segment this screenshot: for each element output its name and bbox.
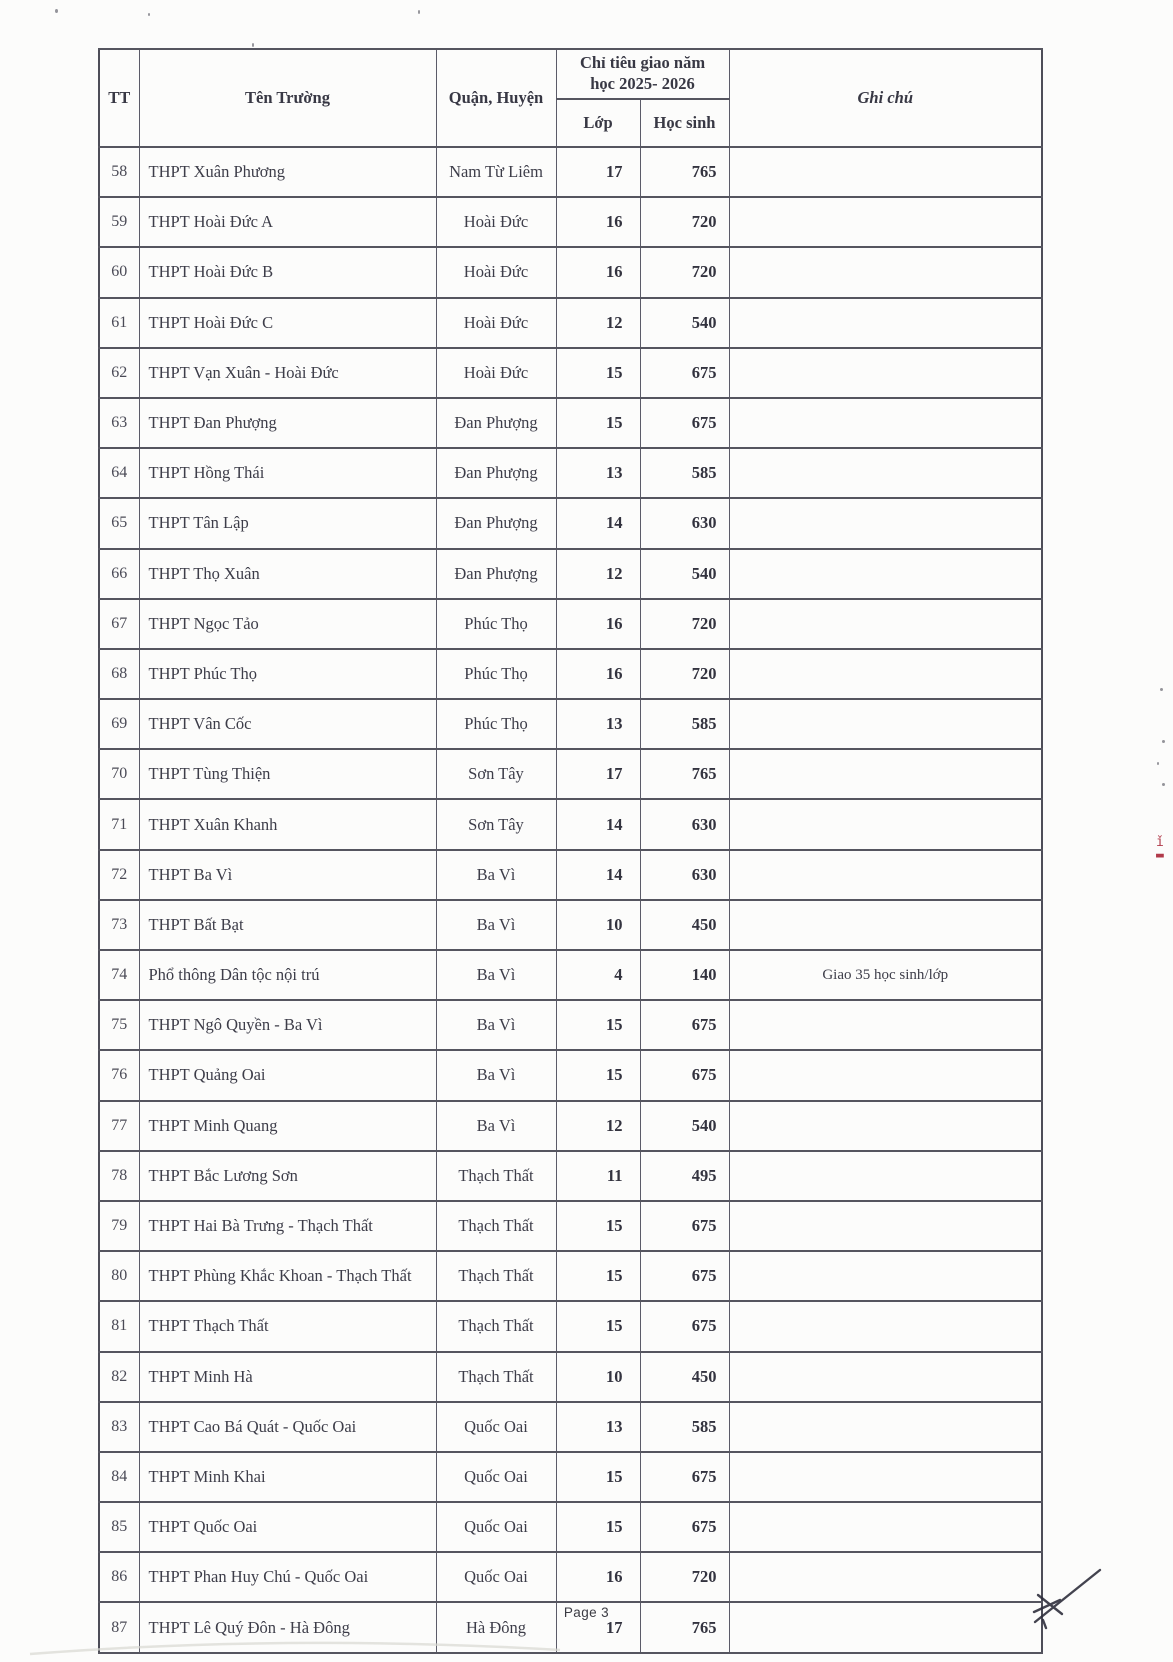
- row-number: 72: [99, 850, 139, 900]
- table-row: [99, 1301, 1042, 1351]
- row-number: 87: [99, 1602, 139, 1652]
- header-tt: TT: [99, 49, 139, 147]
- district: Thạch Thất: [436, 1151, 556, 1201]
- row-number: 81: [99, 1301, 139, 1351]
- district: Quốc Oai: [436, 1402, 556, 1452]
- students-count: 675: [640, 1301, 729, 1351]
- note: [729, 1201, 1042, 1251]
- school-name: THPT Phùng Khắc Khoan - Thạch Thất: [139, 1251, 436, 1301]
- district: Hoài Đức: [436, 197, 556, 247]
- table-row: [99, 1050, 1042, 1100]
- classes-count: 16: [556, 247, 640, 297]
- students-count: 540: [640, 1101, 729, 1151]
- scan-speck: [418, 10, 420, 14]
- note: [729, 549, 1042, 599]
- row-number: 64: [99, 448, 139, 498]
- students-count: 675: [640, 1201, 729, 1251]
- school-name: THPT Ngọc Tảo: [139, 599, 436, 649]
- district: Phúc Thọ: [436, 649, 556, 699]
- note: [729, 1151, 1042, 1201]
- classes-count: 10: [556, 1352, 640, 1402]
- district: Quốc Oai: [436, 1452, 556, 1502]
- district: Thạch Thất: [436, 1201, 556, 1251]
- school-name: THPT Thọ Xuân: [139, 549, 436, 599]
- table-row: [99, 549, 1042, 599]
- school-name: THPT Minh Quang: [139, 1101, 436, 1151]
- header-notes: Ghi chú: [729, 49, 1042, 147]
- classes-count: 15: [556, 1251, 640, 1301]
- classes-count: 11: [556, 1151, 640, 1201]
- table-row: [99, 1502, 1042, 1552]
- table-row: [99, 1251, 1042, 1301]
- district: Quốc Oai: [436, 1502, 556, 1552]
- school-name: THPT Hồng Thái: [139, 448, 436, 498]
- school-name: THPT Cao Bá Quát - Quốc Oai: [139, 1402, 436, 1452]
- classes-count: 14: [556, 799, 640, 849]
- students-count: 675: [640, 1502, 729, 1552]
- school-name: THPT Tân Lập: [139, 498, 436, 548]
- table-row: [99, 348, 1042, 398]
- classes-count: 10: [556, 900, 640, 950]
- row-number: 63: [99, 398, 139, 448]
- students-count: 675: [640, 348, 729, 398]
- school-name: THPT Hoài Đức A: [139, 197, 436, 247]
- school-name: THPT Phúc Thọ: [139, 649, 436, 699]
- classes-count: 12: [556, 549, 640, 599]
- note: [729, 398, 1042, 448]
- header-district: Quận, Huyện: [436, 49, 556, 147]
- table-row: [99, 1101, 1042, 1151]
- note: [729, 298, 1042, 348]
- district: Phúc Thọ: [436, 599, 556, 649]
- students-count: 720: [640, 247, 729, 297]
- note: [729, 1452, 1042, 1502]
- table-row: [99, 448, 1042, 498]
- students-count: 720: [640, 197, 729, 247]
- classes-count: 12: [556, 298, 640, 348]
- table-row: [99, 749, 1042, 799]
- table-row: [99, 197, 1042, 247]
- classes-count: 16: [556, 197, 640, 247]
- students-count: 720: [640, 1552, 729, 1602]
- district: Đan Phượng: [436, 498, 556, 548]
- students-count: 765: [640, 1602, 729, 1652]
- scan-speck: [252, 43, 254, 47]
- classes-count: 16: [556, 1552, 640, 1602]
- note: [729, 599, 1042, 649]
- table-header: [99, 49, 1042, 147]
- row-number: 85: [99, 1502, 139, 1552]
- note: [729, 1050, 1042, 1100]
- row-number: 68: [99, 649, 139, 699]
- school-name: THPT Xuân Khanh: [139, 799, 436, 849]
- classes-count: 15: [556, 1000, 640, 1050]
- school-name: THPT Xuân Phương: [139, 147, 436, 197]
- header-school-name: Tên Trường: [139, 49, 436, 147]
- row-number: 83: [99, 1402, 139, 1452]
- classes-count: 12: [556, 1101, 640, 1151]
- students-count: 450: [640, 900, 729, 950]
- school-name: THPT Phan Huy Chú - Quốc Oai: [139, 1552, 436, 1602]
- note: [729, 1352, 1042, 1402]
- classes-count: 14: [556, 850, 640, 900]
- note: [729, 1301, 1042, 1351]
- table-row: [99, 298, 1042, 348]
- scan-speck: [1160, 688, 1163, 691]
- district: Hoài Đức: [436, 348, 556, 398]
- table-row: [99, 1201, 1042, 1251]
- students-count: 540: [640, 298, 729, 348]
- row-number: 86: [99, 1552, 139, 1602]
- school-quota-table: [98, 48, 1043, 1654]
- note: [729, 498, 1042, 548]
- classes-count: 13: [556, 448, 640, 498]
- classes-count: 17: [556, 147, 640, 197]
- district: Ba Vì: [436, 850, 556, 900]
- students-count: 675: [640, 1452, 729, 1502]
- school-name: THPT Bắc Lương Sơn: [139, 1151, 436, 1201]
- scan-speck: [1157, 762, 1159, 765]
- row-number: 60: [99, 247, 139, 297]
- note: [729, 649, 1042, 699]
- students-count: 630: [640, 498, 729, 548]
- note: [729, 749, 1042, 799]
- district: Thạch Thất: [436, 1301, 556, 1351]
- table-row: [99, 1552, 1042, 1602]
- table-row: [99, 599, 1042, 649]
- school-name: THPT Bất Bạt: [139, 900, 436, 950]
- table-body: [99, 147, 1042, 1653]
- classes-count: 15: [556, 348, 640, 398]
- classes-count: 13: [556, 699, 640, 749]
- district: Ba Vì: [436, 900, 556, 950]
- students-count: 720: [640, 599, 729, 649]
- table-row: [99, 1402, 1042, 1452]
- note: [729, 1552, 1042, 1602]
- table-row: [99, 850, 1042, 900]
- classes-count: 16: [556, 599, 640, 649]
- row-number: 65: [99, 498, 139, 548]
- classes-count: 15: [556, 1201, 640, 1251]
- classes-count: 15: [556, 398, 640, 448]
- classes-count: 15: [556, 1301, 640, 1351]
- note: [729, 900, 1042, 950]
- school-name: THPT Thạch Thất: [139, 1301, 436, 1351]
- table-row: [99, 649, 1042, 699]
- note: Giao 35 học sinh/lớp: [729, 950, 1042, 1000]
- district: Đan Phượng: [436, 549, 556, 599]
- table-row: [99, 498, 1042, 548]
- students-count: 585: [640, 448, 729, 498]
- district: Đan Phượng: [436, 448, 556, 498]
- school-name: THPT Quảng Oai: [139, 1050, 436, 1100]
- classes-count: 15: [556, 1452, 640, 1502]
- header-classes: Lớp: [556, 99, 640, 147]
- district: Ba Vì: [436, 1101, 556, 1151]
- school-name: THPT Hoài Đức B: [139, 247, 436, 297]
- table-row: [99, 1352, 1042, 1402]
- note: [729, 1402, 1042, 1452]
- row-number: 76: [99, 1050, 139, 1100]
- note: [729, 147, 1042, 197]
- table-row: [99, 1452, 1042, 1502]
- row-number: 79: [99, 1201, 139, 1251]
- note: [729, 1502, 1042, 1552]
- red-ink-margin-mark: ǐ ▬: [1156, 835, 1164, 863]
- school-name: THPT Ngô Quyền - Ba Vì: [139, 1000, 436, 1050]
- school-name: THPT Lê Quý Đôn - Hà Đông: [139, 1602, 436, 1652]
- students-count: 495: [640, 1151, 729, 1201]
- classes-count: 13: [556, 1402, 640, 1452]
- classes-count: 15: [556, 1502, 640, 1552]
- row-number: 74: [99, 950, 139, 1000]
- students-count: 585: [640, 699, 729, 749]
- school-name: THPT Hoài Đức C: [139, 298, 436, 348]
- row-number: 59: [99, 197, 139, 247]
- row-number: 69: [99, 699, 139, 749]
- school-name: THPT Quốc Oai: [139, 1502, 436, 1552]
- classes-count: 16: [556, 649, 640, 699]
- scan-speck: [1162, 783, 1165, 786]
- table-row: [99, 247, 1042, 297]
- district: Hoài Đức: [436, 298, 556, 348]
- row-number: 73: [99, 900, 139, 950]
- table-row: [99, 900, 1042, 950]
- table-row: [99, 1151, 1042, 1201]
- students-count: 140: [640, 950, 729, 1000]
- school-name: THPT Minh Hà: [139, 1352, 436, 1402]
- students-count: 450: [640, 1352, 729, 1402]
- scan-speck: [55, 9, 58, 13]
- district: Thạch Thất: [436, 1352, 556, 1402]
- school-name: THPT Vạn Xuân - Hoài Đức: [139, 348, 436, 398]
- students-count: 675: [640, 1050, 729, 1100]
- students-count: 630: [640, 799, 729, 849]
- students-count: 540: [640, 549, 729, 599]
- district: Ba Vì: [436, 1050, 556, 1100]
- note: [729, 348, 1042, 398]
- note: [729, 850, 1042, 900]
- table-row: [99, 1000, 1042, 1050]
- note: [729, 448, 1042, 498]
- table-row: [99, 799, 1042, 849]
- district: Quốc Oai: [436, 1552, 556, 1602]
- scan-speck: [1162, 740, 1165, 743]
- table-row: [99, 398, 1042, 448]
- row-number: 67: [99, 599, 139, 649]
- row-number: 66: [99, 549, 139, 599]
- note: [729, 799, 1042, 849]
- note: [729, 197, 1042, 247]
- note: [729, 699, 1042, 749]
- school-name: THPT Đan Phượng: [139, 398, 436, 448]
- school-name: THPT Minh Khai: [139, 1452, 436, 1502]
- district: Ba Vì: [436, 950, 556, 1000]
- table-row: [99, 699, 1042, 749]
- row-number: 71: [99, 799, 139, 849]
- classes-count: 14: [556, 498, 640, 548]
- district: Sơn Tây: [436, 799, 556, 849]
- district: Hà Đông: [436, 1602, 556, 1652]
- table-row: [99, 147, 1042, 197]
- classes-count: 4: [556, 950, 640, 1000]
- page-number: Page 3: [563, 1605, 610, 1620]
- district: Hoài Đức: [436, 247, 556, 297]
- school-name: THPT Vân Cốc: [139, 699, 436, 749]
- row-number: 78: [99, 1151, 139, 1201]
- school-name: THPT Hai Bà Trưng - Thạch Thất: [139, 1201, 436, 1251]
- students-count: 765: [640, 749, 729, 799]
- header-students: Học sinh: [640, 99, 729, 147]
- district: Ba Vì: [436, 1000, 556, 1050]
- students-count: 765: [640, 147, 729, 197]
- row-number: 58: [99, 147, 139, 197]
- row-number: 75: [99, 1000, 139, 1050]
- note: [729, 1101, 1042, 1151]
- district: Sơn Tây: [436, 749, 556, 799]
- students-count: 585: [640, 1402, 729, 1452]
- district: Phúc Thọ: [436, 699, 556, 749]
- district: Đan Phượng: [436, 398, 556, 448]
- note: [729, 1251, 1042, 1301]
- school-name: THPT Ba Vì: [139, 850, 436, 900]
- classes-count: 17: [556, 1602, 640, 1652]
- students-count: 675: [640, 1251, 729, 1301]
- district: Thạch Thất: [436, 1251, 556, 1301]
- students-count: 675: [640, 1000, 729, 1050]
- header-quota-group: Chỉ tiêu giao năm học 2025- 2026: [556, 49, 729, 99]
- row-number: 61: [99, 298, 139, 348]
- row-number: 80: [99, 1251, 139, 1301]
- row-number: 84: [99, 1452, 139, 1502]
- students-count: 630: [640, 850, 729, 900]
- note: [729, 247, 1042, 297]
- district: Nam Từ Liêm: [436, 147, 556, 197]
- students-count: 720: [640, 649, 729, 699]
- school-name: Phổ thông Dân tộc nội trú: [139, 950, 436, 1000]
- row-number: 70: [99, 749, 139, 799]
- row-number: 82: [99, 1352, 139, 1402]
- school-name: THPT Tùng Thiện: [139, 749, 436, 799]
- note: [729, 1000, 1042, 1050]
- row-number: 77: [99, 1101, 139, 1151]
- classes-count: 17: [556, 749, 640, 799]
- row-number: 62: [99, 348, 139, 398]
- students-count: 675: [640, 398, 729, 448]
- table-row: [99, 950, 1042, 1000]
- scan-speck: [148, 13, 150, 16]
- classes-count: 15: [556, 1050, 640, 1100]
